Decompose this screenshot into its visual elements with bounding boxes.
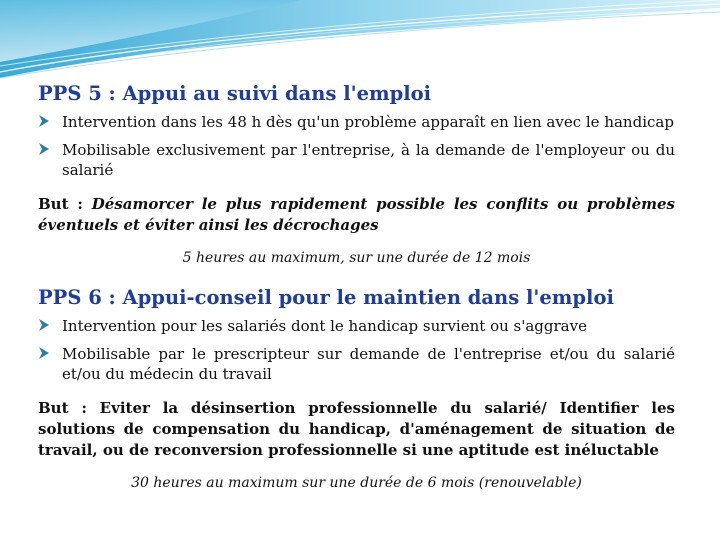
bullet-text: Mobilisable par le prescripteur sur demande de l'entreprise et/ou du salarié et/ou du médecin du travail [62, 345, 675, 383]
arrow-bullet-icon [38, 142, 50, 156]
bullet-list [38, 112, 675, 180]
section-title: PPS 6 : Appui-conseil pour le maintien dans l'emploi [38, 286, 614, 309]
arrow-bullet-icon [38, 114, 50, 128]
list-item [38, 112, 675, 132]
goal-label: But : [38, 399, 87, 417]
goal-text: Désamorcer le plus rapidement possible les conflits ou problèmes éventuels et éviter ainsi les décrochages [38, 195, 675, 234]
bullet-text: Mobilisable exclusivement par l'entreprise, à la demande de l'employeur ou du salarié [62, 141, 675, 179]
arrow-bullet-icon [38, 346, 50, 360]
duration-note: 5 heures au maximum, sur une durée de 12 mois [182, 250, 531, 266]
header-wave-decoration [0, 0, 720, 80]
slide-content [38, 82, 675, 493]
list-item [38, 140, 675, 180]
goal-paragraph [38, 194, 675, 236]
section-pps6 [38, 286, 675, 493]
arrow-bullet-icon [38, 318, 50, 332]
bullet-list [38, 316, 675, 384]
duration-note: 30 heures au maximum sur une durée de 6 mois (renouvelable) [131, 475, 582, 491]
goal-paragraph [38, 398, 675, 461]
section-pps5 [38, 82, 675, 268]
list-item [38, 316, 675, 336]
list-item [38, 344, 675, 384]
section-title: PPS 5 : Appui au suivi dans l'emploi [38, 82, 432, 105]
bullet-text: Intervention dans les 48 h dès qu'un problème apparaît en lien avec le handicap [62, 113, 674, 131]
goal-label: But : [38, 195, 83, 213]
goal-text: Eviter la désinsertion professionnelle du salarié/ Identifier les solutions de compensation du handicap, d'aménagement de situation de travail, ou de reconversion professionnelle si une aptitude est inéluctable [38, 399, 675, 459]
bullet-text: Intervention pour les salariés dont le handicap survient ou s'aggrave [62, 317, 587, 335]
